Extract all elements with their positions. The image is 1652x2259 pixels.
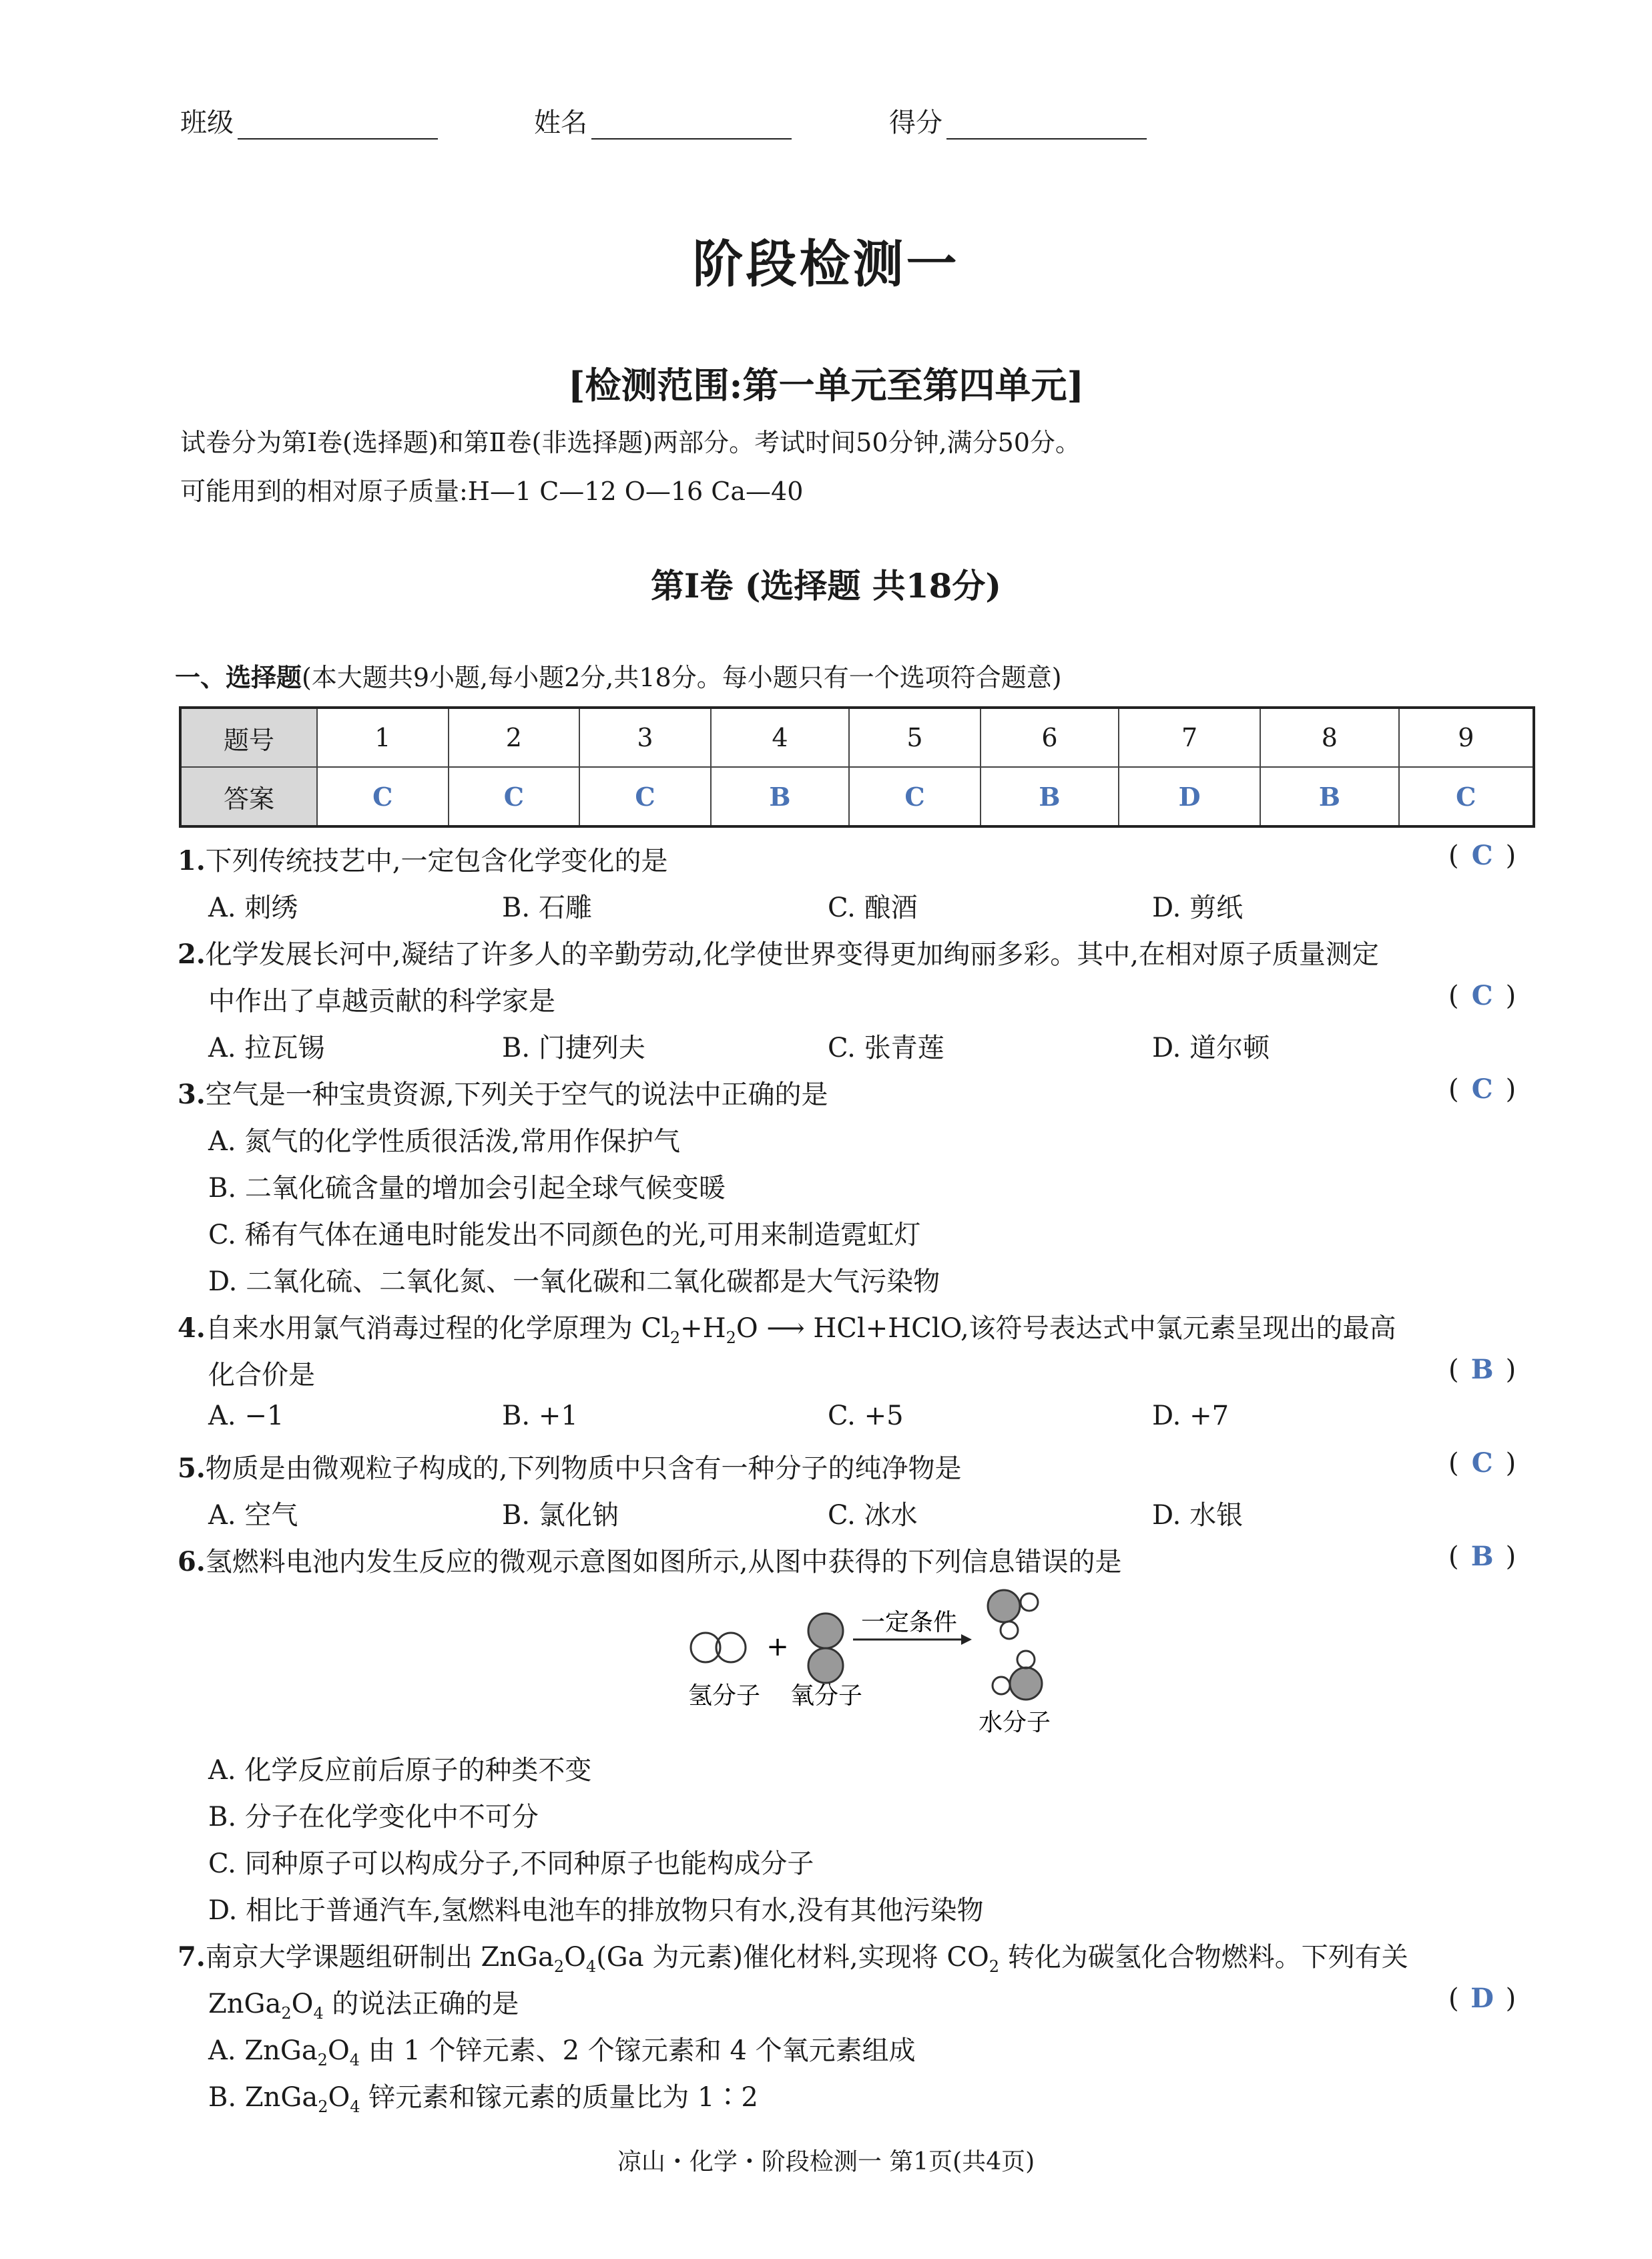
answer-mark: ( B ) (1448, 1541, 1517, 1572)
water-molecule-icon (993, 1651, 1042, 1700)
class-blank[interactable] (238, 136, 438, 140)
option-b[interactable]: B. 氯化钠 (502, 1500, 619, 1531)
oxygen-molecule-icon (808, 1613, 843, 1683)
question-number: 3. (178, 1079, 206, 1110)
score-label: 得分 (889, 107, 942, 138)
table-cell: 4 (711, 708, 849, 767)
question-3 (178, 1073, 828, 1111)
answer-mark: ( C ) (1448, 980, 1517, 1011)
option-a[interactable]: A. 氮气的化学性质很活泼,常用作保护气 (208, 1126, 681, 1157)
answer-cell[interactable]: B (1260, 767, 1398, 826)
name-label: 姓名 (534, 107, 587, 138)
question-1 (178, 840, 667, 878)
answer-table (179, 706, 1535, 828)
option-b[interactable]: B. 二氧化硫含量的增加会引起全球气候变暖 (208, 1173, 726, 1204)
class-label: 班级 (180, 107, 234, 138)
water-label: 水分子 (978, 1709, 1051, 1736)
question-number: 4. (178, 1312, 206, 1344)
question-5 (178, 1447, 961, 1485)
page-footer: 凉山・化学・阶段检测一 第1页(共4页) (617, 2148, 1035, 2176)
plus-sign: + (766, 1631, 789, 1662)
option-c[interactable]: C. 冰水 (828, 1500, 918, 1531)
answer-mark: ( B ) (1448, 1354, 1517, 1385)
answer-value: C (1471, 1447, 1493, 1479)
option-d[interactable]: D. 相比于普通汽车,氢燃料电池车的排放物只有水,没有其他污染物 (208, 1895, 984, 1926)
reaction-condition: 一定条件 (860, 1609, 958, 1636)
table-row (180, 708, 1534, 767)
answer-mark: ( C ) (1448, 1073, 1517, 1105)
option-a[interactable]: A. 化学反应前后原子的种类不变 (208, 1755, 592, 1786)
answer-cell[interactable]: C (1399, 767, 1534, 826)
question-text: 化学发展长河中,凝结了许多人的辛勤劳动,化学使世界变得更加绚丽多彩。其中,在相对原子质量测定 (205, 939, 1379, 970)
test-scope: [检测范围:第一单元至第四单元] (567, 364, 1085, 407)
table-cell: 8 (1260, 708, 1398, 767)
option-d[interactable]: D. 二氧化硫、二氧化氮、一氧化碳和二氧化碳都是大气污染物 (208, 1266, 940, 1297)
oxygen-label: 氧分子 (790, 1682, 863, 1710)
table-cell: 3 (579, 708, 711, 767)
intro-line-1: 试卷分为第Ⅰ卷(选择题)和第Ⅱ卷(非选择题)两部分。考试时间50分钟,满分50分。 (180, 428, 1081, 457)
option-c[interactable]: C. 稀有气体在通电时能发出不同颜色的光,可用来制造霓虹灯 (208, 1220, 921, 1250)
table-cell: 2 (449, 708, 580, 767)
answer-value: B (1470, 1354, 1494, 1385)
table-cell: 5 (849, 708, 981, 767)
option-b[interactable]: B. +1 (502, 1401, 578, 1431)
arrow-head-icon (961, 1634, 972, 1645)
answer-mark: ( C ) (1448, 1447, 1517, 1479)
class-field (180, 101, 438, 140)
option-d[interactable]: D. 剪纸 (1152, 893, 1244, 923)
table-cell: 6 (981, 708, 1119, 767)
answer-value: D (1470, 1983, 1494, 2014)
table-header-cell: 题号 (180, 708, 317, 767)
hydrogen-molecule-icon (691, 1633, 746, 1662)
option-b[interactable]: B. 分子在化学变化中不可分 (208, 1802, 539, 1832)
question-6 (178, 1541, 1121, 1579)
table-cell: 1 (317, 708, 449, 767)
option-b[interactable]: B. $ZnGa_2O_4$ 锌元素和镓元素的质量比为 1∶2 (208, 2082, 758, 2116)
option-c[interactable]: C. 同种原子可以构成分子,不同种原子也能构成分子 (208, 1848, 814, 1879)
intro-line-2: 可能用到的相对原子质量:H—1 C—12 O—16 Ca—40 (180, 477, 804, 506)
answer-cell[interactable]: C (449, 767, 580, 826)
question-2 (178, 933, 1379, 971)
table-cell: 7 (1119, 708, 1260, 767)
question-number: 2. (178, 939, 206, 970)
answer-cell[interactable]: B (981, 767, 1119, 826)
option-b[interactable]: B. 门捷列夫 (502, 1033, 645, 1063)
answer-cell[interactable]: B (711, 767, 849, 826)
page-title: 阶段检测一 (692, 234, 960, 294)
section-heading-bold: 一、选择题 (175, 662, 302, 692)
hydrogen-label: 氢分子 (687, 1682, 761, 1710)
option-c[interactable]: C. +5 (828, 1401, 904, 1431)
score-blank[interactable] (946, 136, 1147, 140)
question-number: 5. (178, 1453, 206, 1484)
question-number: 1. (178, 845, 206, 876)
answer-value: C (1471, 840, 1493, 871)
reaction-diagram (667, 1582, 1081, 1742)
answer-cell[interactable]: D (1119, 767, 1260, 826)
option-a[interactable]: A. 空气 (208, 1500, 298, 1531)
table-cell: 9 (1399, 708, 1534, 767)
option-c[interactable]: C. 酿酒 (828, 893, 918, 923)
answer-value: C (1471, 980, 1493, 1011)
question-4: 4.自来水用氯气消毒过程的化学原理为 $Cl_2+H_2O$ ⟶ HCl+HClO,该符号表达式中氯元素呈现出的最高 (178, 1312, 1396, 1347)
water-molecule-icon (988, 1590, 1038, 1639)
table-row (180, 767, 1534, 826)
option-b[interactable]: B. 石雕 (502, 893, 592, 923)
option-a[interactable]: A. 拉瓦锡 (208, 1033, 325, 1063)
question-7-cont: $ZnGa_2O_4$ 的说法正确的是 (208, 1989, 519, 2023)
question-text: 空气是一种宝贵资源,下列关于空气的说法中正确的是 (205, 1079, 828, 1110)
answer-cell[interactable]: C (849, 767, 981, 826)
name-blank[interactable] (591, 136, 792, 140)
section-heading (175, 657, 1062, 694)
question-2-cont: 中作出了卓越贡献的科学家是 (208, 986, 555, 1017)
question-text: 氢燃料电池内发生反应的微观示意图如图所示,从图中获得的下列信息错误的是 (205, 1547, 1122, 1577)
option-d[interactable]: D. 水银 (1152, 1500, 1244, 1531)
option-d[interactable]: D. 道尔顿 (1152, 1033, 1270, 1063)
question-7: 7.南京大学课题组研制出 $ZnGa_2O_4(Ga$ 为元素)催化材料,实现将 $CO_2$ 转化为碳氢化合物燃料。下列有关 (178, 1941, 1408, 1976)
answer-mark: ( D ) (1448, 1983, 1517, 2014)
name-field (534, 101, 792, 140)
table-header-cell: 答案 (180, 767, 317, 826)
option-d[interactable]: D. +7 (1152, 1401, 1229, 1431)
answer-cell[interactable]: C (579, 767, 711, 826)
question-4-cont: 化合价是 (208, 1360, 315, 1391)
answer-value: B (1470, 1541, 1494, 1572)
answer-cell[interactable]: C (317, 767, 449, 826)
answer-mark: ( C ) (1448, 840, 1517, 871)
option-a[interactable]: A. −1 (208, 1401, 284, 1431)
question-number: 7. (178, 1941, 206, 1973)
score-field (889, 101, 1147, 140)
question-text: 下列传统技艺中,一定包含化学变化的是 (205, 846, 668, 876)
option-a[interactable]: A. $ZnGa_2O_4$ 由 1 个锌元素、2 个镓元素和 4 个氧元素组成 (208, 2035, 916, 2069)
question-number: 6. (178, 1546, 206, 1577)
question-text: 物质是由微观粒子构成的,下列物质中只含有一种分子的纯净物是 (205, 1453, 962, 1484)
section-heading-rest: (本大题共9小题,每小题2分,共18分。每小题只有一个选项符合题意) (302, 663, 1062, 692)
answer-value: C (1471, 1073, 1493, 1105)
option-c[interactable]: C. 张青莲 (828, 1033, 944, 1063)
section-title: 第Ⅰ卷 (选择题 共18分) (650, 566, 1002, 605)
option-a[interactable]: A. 刺绣 (208, 893, 298, 923)
